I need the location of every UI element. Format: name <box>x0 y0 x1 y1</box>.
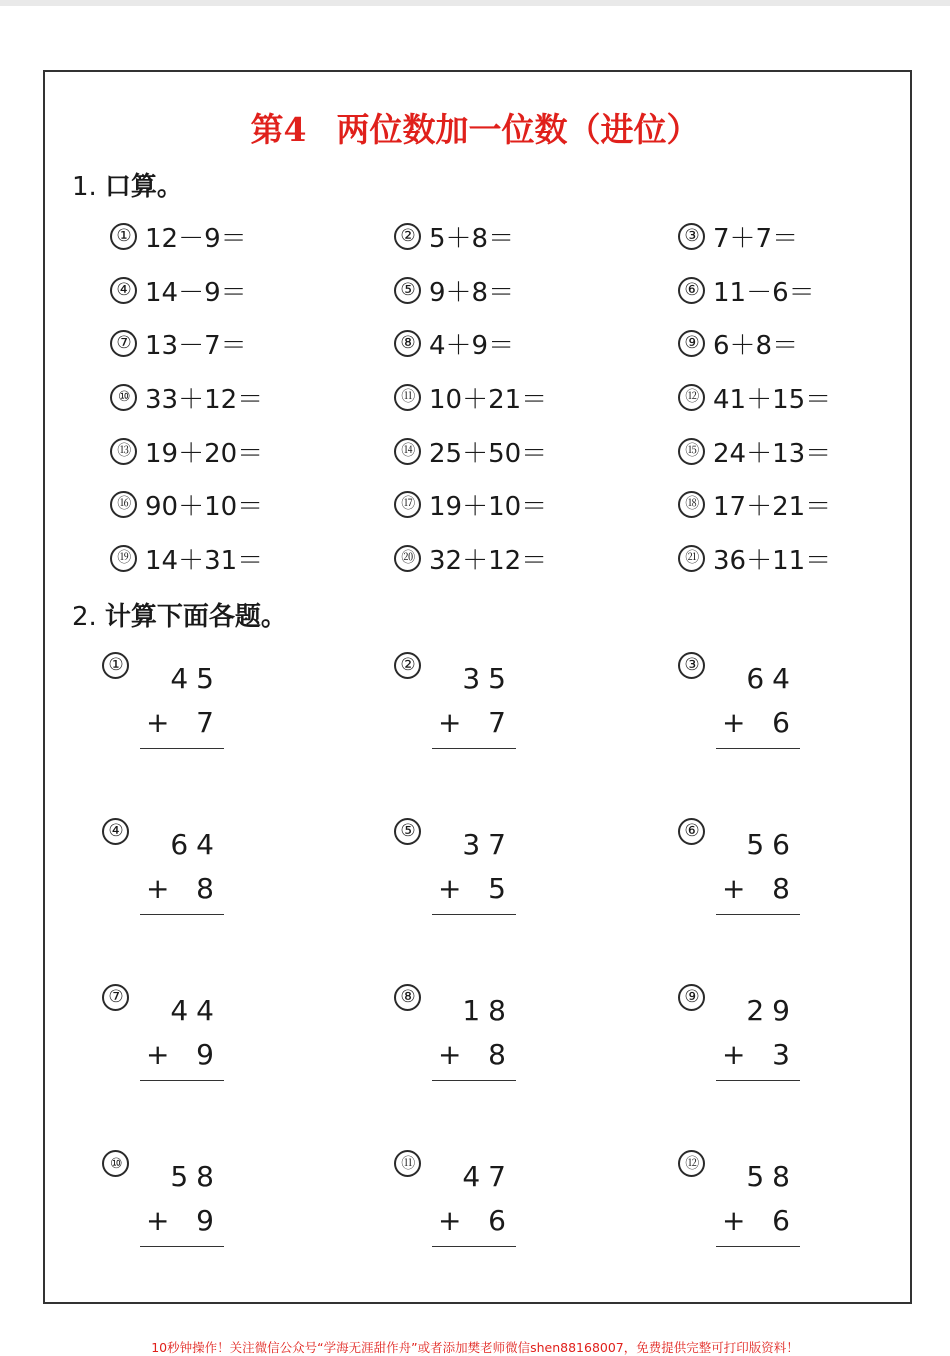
question-number: ㉑ <box>678 545 705 572</box>
question-number: ⑭ <box>394 438 421 465</box>
question-expression: 41＋15＝ <box>713 384 832 415</box>
oral-question <box>110 323 247 363</box>
problem-number: ⑥ <box>678 818 705 845</box>
question-expression: 6＋8＝ <box>713 330 799 361</box>
question-number: ⑰ <box>394 491 421 518</box>
title-number: 第4 <box>250 110 307 149</box>
plus-sign: + <box>146 1204 170 1237</box>
oral-question <box>394 323 514 363</box>
addend-top: 58 <box>746 1160 798 1193</box>
vertical-problem <box>102 818 302 938</box>
question-expression: 10＋21＝ <box>429 384 548 415</box>
section-1-index: 1. <box>72 172 97 202</box>
plus-sign: + <box>722 1204 746 1237</box>
question-expression: 19＋10＝ <box>429 491 548 522</box>
question-number: ② <box>394 223 421 250</box>
problem-number: ② <box>394 652 421 679</box>
addend-bottom: 8 <box>488 1038 514 1071</box>
question-number: ⑱ <box>678 491 705 518</box>
problem-number: ⑪ <box>394 1150 421 1177</box>
oral-question <box>394 484 547 524</box>
oral-question <box>678 484 831 524</box>
addend-top: 35 <box>462 662 514 695</box>
vertical-problem <box>394 818 594 938</box>
addend-bottom: 6 <box>772 1204 798 1237</box>
addend-top: 45 <box>170 662 222 695</box>
addend-bottom: 8 <box>772 872 798 905</box>
question-expression: 5＋8＝ <box>429 223 515 254</box>
vertical-problem <box>678 652 878 772</box>
plus-sign: + <box>438 1038 462 1071</box>
plus-sign: + <box>722 1038 746 1071</box>
vertical-problem <box>678 818 878 938</box>
plus-sign: + <box>438 1204 462 1237</box>
addend-top: 44 <box>170 994 222 1027</box>
oral-question <box>110 484 263 524</box>
answer-line <box>432 1246 516 1247</box>
question-expression: 4＋9＝ <box>429 330 515 361</box>
oral-question <box>394 377 547 417</box>
vertical-problem <box>102 984 302 1104</box>
addend-top: 47 <box>462 1160 514 1193</box>
problem-number: ⑨ <box>678 984 705 1011</box>
problem-number: ⑩ <box>102 1150 129 1177</box>
question-expression: 9＋8＝ <box>429 277 515 308</box>
question-number: ⑫ <box>678 384 705 411</box>
plus-sign: + <box>146 872 170 905</box>
question-number: ⑬ <box>110 438 137 465</box>
question-expression: 90＋10＝ <box>145 491 264 522</box>
answer-line <box>140 914 224 915</box>
section-1-title <box>72 166 183 203</box>
answer-line <box>432 914 516 915</box>
oral-question <box>678 431 831 471</box>
answer-line <box>716 1080 800 1081</box>
vertical-problem <box>678 1150 878 1270</box>
addend-bottom: 7 <box>488 706 514 739</box>
addend-top: 18 <box>462 994 514 1027</box>
question-number: ⑮ <box>678 438 705 465</box>
problem-number: ⑤ <box>394 818 421 845</box>
addend-bottom: 6 <box>772 706 798 739</box>
addend-bottom: 7 <box>196 706 222 739</box>
answer-line <box>716 748 800 749</box>
question-expression: 32＋12＝ <box>429 545 548 576</box>
section-2-index: 2. <box>72 602 97 632</box>
oral-question <box>678 377 831 417</box>
addend-top: 64 <box>170 828 222 861</box>
plus-sign: + <box>438 872 462 905</box>
vertical-problem <box>394 1150 594 1270</box>
question-expression: 17＋21＝ <box>713 491 832 522</box>
addend-bottom: 3 <box>772 1038 798 1071</box>
answer-line <box>716 1246 800 1247</box>
question-expression: 7＋7＝ <box>713 223 799 254</box>
answer-line <box>716 914 800 915</box>
addend-top: 56 <box>746 828 798 861</box>
question-number: ⑪ <box>394 384 421 411</box>
addend-bottom: 5 <box>488 872 514 905</box>
vertical-problem <box>678 984 878 1104</box>
plus-sign: + <box>438 706 462 739</box>
addend-top: 37 <box>462 828 514 861</box>
oral-question <box>110 431 263 471</box>
problem-number: ⑦ <box>102 984 129 1011</box>
section-1-label: 口算。 <box>104 172 183 202</box>
question-expression: 12－9＝ <box>145 223 247 254</box>
oral-question <box>678 323 798 363</box>
addend-top: 64 <box>746 662 798 695</box>
answer-line <box>432 1080 516 1081</box>
problem-number: ① <box>102 652 129 679</box>
problem-number: ⑫ <box>678 1150 705 1177</box>
question-number: ⑩ <box>110 384 137 411</box>
question-number: ⑥ <box>678 277 705 304</box>
section-2-title <box>72 596 287 633</box>
problem-number: ④ <box>102 818 129 845</box>
question-number: ③ <box>678 223 705 250</box>
oral-question <box>394 538 547 578</box>
question-number: ⑯ <box>110 491 137 518</box>
oral-question <box>678 270 815 310</box>
question-number: ① <box>110 223 137 250</box>
question-number: ⑳ <box>394 545 421 572</box>
question-number: ⑤ <box>394 277 421 304</box>
vertical-problem <box>394 984 594 1104</box>
oral-question <box>110 538 263 578</box>
oral-question <box>678 538 831 578</box>
oral-question <box>678 216 798 256</box>
plus-sign: + <box>722 706 746 739</box>
worksheet-title <box>0 104 950 151</box>
question-number: ⑲ <box>110 545 137 572</box>
addend-bottom: 6 <box>488 1204 514 1237</box>
question-expression: 19＋20＝ <box>145 438 264 469</box>
top-bar <box>0 0 950 6</box>
addend-bottom: 8 <box>196 872 222 905</box>
plus-sign: + <box>722 872 746 905</box>
vertical-problem <box>102 652 302 772</box>
answer-line <box>140 748 224 749</box>
addend-bottom: 9 <box>196 1038 222 1071</box>
question-expression: 25＋50＝ <box>429 438 548 469</box>
problem-number: ⑧ <box>394 984 421 1011</box>
title-text: 两位数加一位数（进位） <box>336 110 700 149</box>
footer-note: 10秒钟操作！关注微信公众号“学海无涯甜作舟”或者添加樊老师微信shen88168007，免费提供完整可打印版资料！ <box>151 1340 799 1355</box>
question-number: ⑦ <box>110 330 137 357</box>
question-number: ⑨ <box>678 330 705 357</box>
oral-question <box>394 431 547 471</box>
question-expression: 24＋13＝ <box>713 438 832 469</box>
question-expression: 36＋11＝ <box>713 545 832 576</box>
question-expression: 11－6＝ <box>713 277 815 308</box>
problem-number: ③ <box>678 652 705 679</box>
addend-bottom: 9 <box>196 1204 222 1237</box>
plus-sign: + <box>146 1038 170 1071</box>
vertical-problem <box>102 1150 302 1270</box>
addend-top: 58 <box>170 1160 222 1193</box>
oral-question <box>110 377 263 417</box>
section-2-label: 计算下面各题。 <box>104 602 287 632</box>
answer-line <box>140 1246 224 1247</box>
vertical-problem <box>394 652 594 772</box>
question-expression: 33＋12＝ <box>145 384 264 415</box>
answer-line <box>140 1080 224 1081</box>
oral-question <box>394 270 514 310</box>
question-number: ⑧ <box>394 330 421 357</box>
addend-top: 29 <box>746 994 798 1027</box>
oral-question <box>394 216 514 256</box>
question-expression: 14＋31＝ <box>145 545 264 576</box>
answer-line <box>432 748 516 749</box>
oral-question <box>110 216 247 256</box>
question-expression: 14－9＝ <box>145 277 247 308</box>
plus-sign: + <box>146 706 170 739</box>
question-number: ④ <box>110 277 137 304</box>
question-expression: 13－7＝ <box>145 330 247 361</box>
oral-question <box>110 270 247 310</box>
